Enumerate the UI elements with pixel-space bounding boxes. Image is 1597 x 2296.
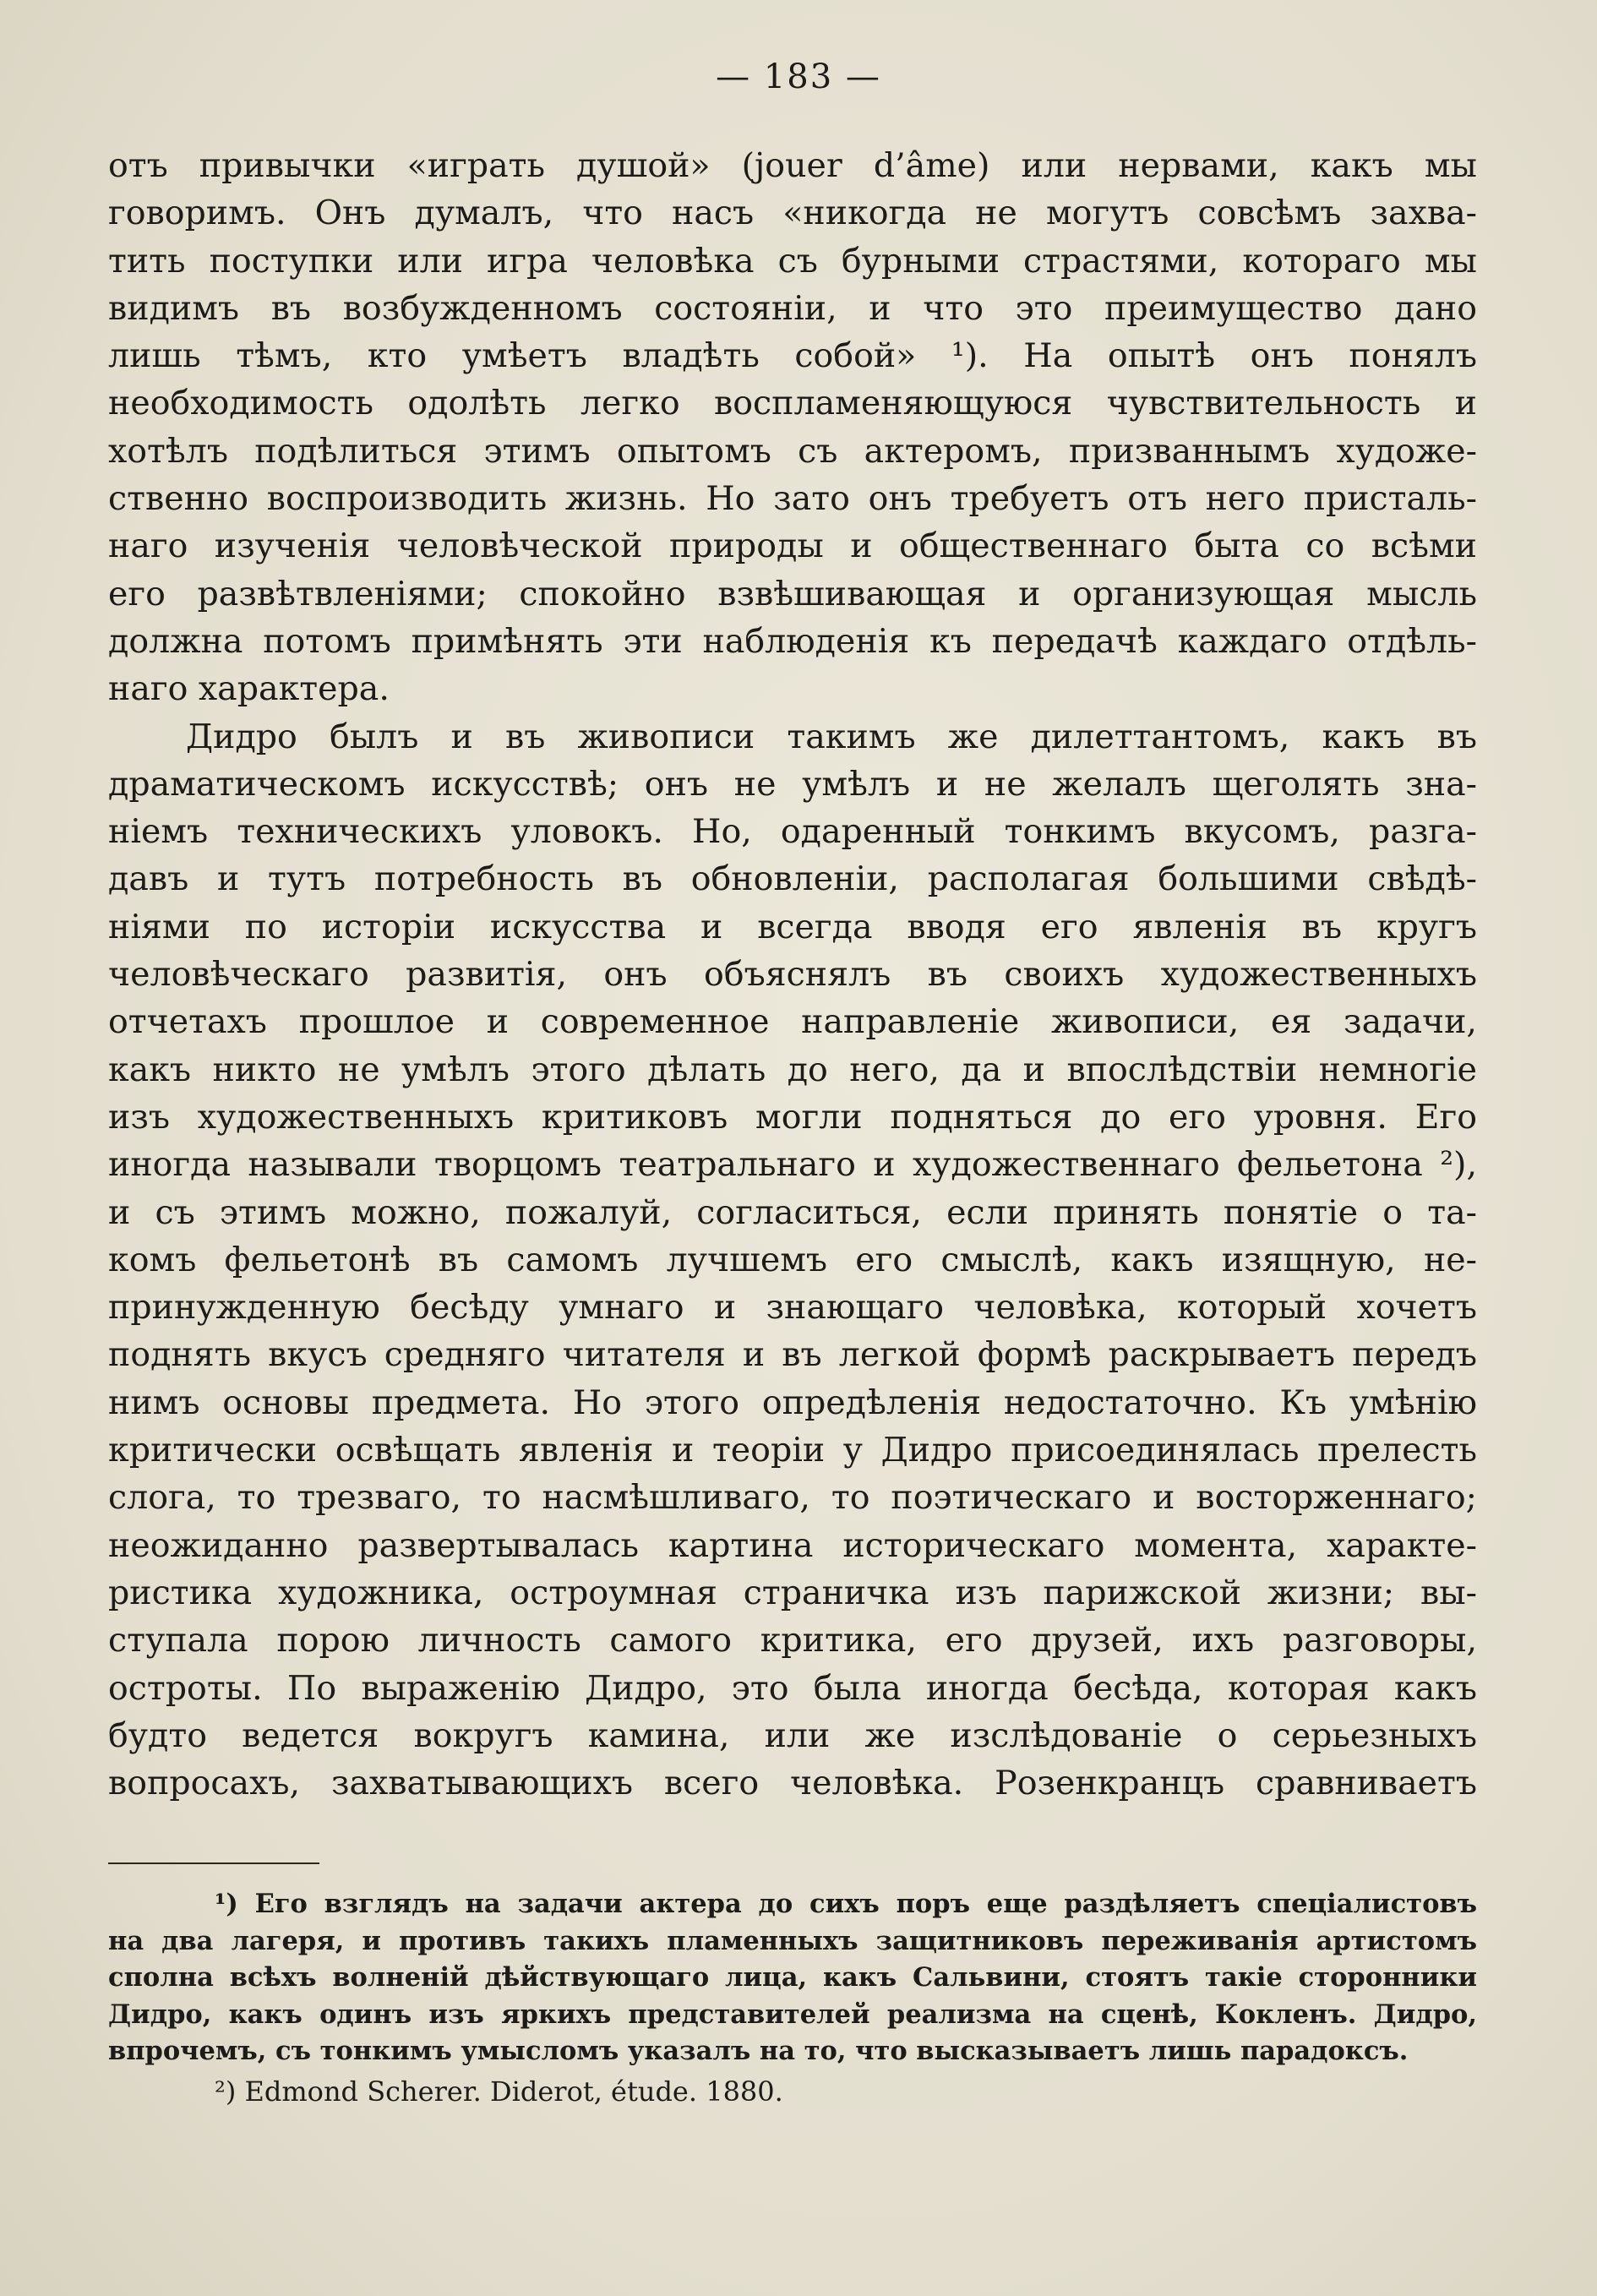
text-line: его развѣтвленіями; спокойно взвѣшивающая и организующая мысль (108, 574, 1477, 614)
footnote-1-line: сполна всѣхъ волненій дѣйствующаго лица, какъ Сальвини, стоятъ такіе сторонники (108, 1962, 1477, 1993)
text-line: давъ и тутъ потребность въ обновленіи, располагая большими свѣдѣ- (108, 859, 1477, 899)
text-line: драматическомъ искусствѣ; онъ не умѣлъ и не желалъ щеголять зна- (108, 764, 1477, 804)
text-line: наго характера. (108, 669, 390, 709)
text-line: видимъ въ возбужденномъ состояніи, и что это преимущество дано (108, 288, 1477, 328)
text-line: нимъ основы предмета. Но этого опредѣленія недостаточно. Къ умѣнію (108, 1383, 1477, 1422)
text-line: ніемъ техническихъ уловокъ. Но, одаренный тонкимъ вкусомъ, разга- (108, 812, 1477, 852)
text-line: критически освѣщать явленія и теоріи у Дидро присоединялась прелесть (108, 1431, 1477, 1470)
footnote-1-line: впрочемъ, съ тонкимъ умысломъ указалъ на то, что высказываетъ лишь парадоксъ. (108, 2036, 1409, 2066)
text-line: принужденную бесѣду умнаго и знающаго человѣка, который хочетъ (108, 1288, 1477, 1328)
text-line: изъ художественныхъ критиковъ могли подняться до его уровня. Его (108, 1097, 1477, 1137)
text-line: Дидро былъ и въ живописи такимъ же дилеттантомъ, какъ въ (186, 717, 1477, 756)
text-line: и съ этимъ можно, пожалуй, согласиться, если принять понятіе о та- (108, 1192, 1477, 1232)
text-line: говоримъ. Онъ думалъ, что насъ «никогда не могутъ совсѣмъ захва- (108, 194, 1477, 233)
text-line: слога, то трезваго, то насмѣшливаго, то поэтическаго и восторженнаго; (108, 1478, 1477, 1518)
text-line: иногда называли творцомъ театральнаго и художественнаго фельетона ²), (108, 1145, 1477, 1185)
footnote-1-line: ¹) Его взглядъ на задачи актера до сихъ поръ еще раздѣляетъ спеціалистовъ (215, 1889, 1477, 1919)
text-line: человѣческаго развитія, онъ объяснялъ въ своихъ художественныхъ (108, 955, 1477, 995)
text-line: поднять вкусъ средняго читателя и въ легкой формѣ раскрываетъ передъ (108, 1335, 1477, 1375)
page-number: — 183 — (716, 57, 881, 96)
text-line: вопросахъ, захватывающихъ всего человѣка. Розенкранцъ сравниваетъ (108, 1764, 1477, 1803)
footnotes (108, 1886, 1477, 2110)
text-line: наго изученія человѣческой природы и общественнаго быта со всѣми (108, 526, 1477, 566)
text-line: ственно воспроизводить жизнь. Но зато онъ требуетъ отъ него присталь- (108, 479, 1477, 519)
text-line: ристика художника, остроумная страничка изъ парижской жизни; вы- (108, 1573, 1477, 1612)
footnote-divider (108, 1862, 319, 1864)
text-line: отъ привычки «играть душой» (jouer d’âme) или нервами, какъ мы (108, 146, 1477, 185)
text-line: комъ фельетонѣ въ самомъ лучшемъ его смыслѣ, какъ изящную, не- (108, 1240, 1477, 1279)
text-line: должна потомъ примѣнять эти наблюденія къ передачѣ каждаго отдѣль- (108, 621, 1477, 661)
text-line: ніями по исторіи искусства и всегда вводя его явленія въ кругъ (108, 907, 1477, 946)
text-line: неожиданно развертывалась картина историческаго момента, характе- (108, 1525, 1477, 1565)
text-line: необходимость одолѣть легко воспламеняющуюся чувствительность и (108, 384, 1477, 423)
footnote-1-line: на два лагеря, и противъ такихъ пламенныхъ защитниковъ переживанія артистомъ (108, 1925, 1477, 1956)
footnote-1-line: Дидро, какъ одинъ изъ яркихъ представителей реализма на сценѣ, Кокленъ. Дидро, (108, 1999, 1477, 2030)
text-line: какъ никто не умѣлъ этого дѣлать до него, да и впослѣдствіи немногіе (108, 1050, 1477, 1089)
text-line: ступала порою личность самого критика, его друзей, ихъ разговоры, (108, 1621, 1477, 1661)
footnote-2: ²) Edmond Scherer. Diderot, étude. 1880. (215, 2075, 783, 2108)
text-line: остроты. По выраженію Дидро, это была иногда бесѣда, которая какъ (108, 1668, 1477, 1708)
text-line: тить поступки или игра человѣка съ бурными страстями, котораго мы (108, 241, 1477, 281)
text-line: хотѣлъ подѣлиться этимъ опытомъ съ актеромъ, призваннымъ художе- (108, 431, 1477, 471)
text-line: будто ведется вокругъ камина, или же изслѣдованіе о серьезныхъ (108, 1715, 1477, 1755)
body-text (108, 142, 1477, 1807)
text-line: отчетахъ прошлое и современное направленіе живописи, ея задачи, (108, 1002, 1477, 1042)
text-line: лишь тѣмъ, кто умѣетъ владѣть собой» ¹). На опытѣ онъ понялъ (108, 336, 1477, 376)
